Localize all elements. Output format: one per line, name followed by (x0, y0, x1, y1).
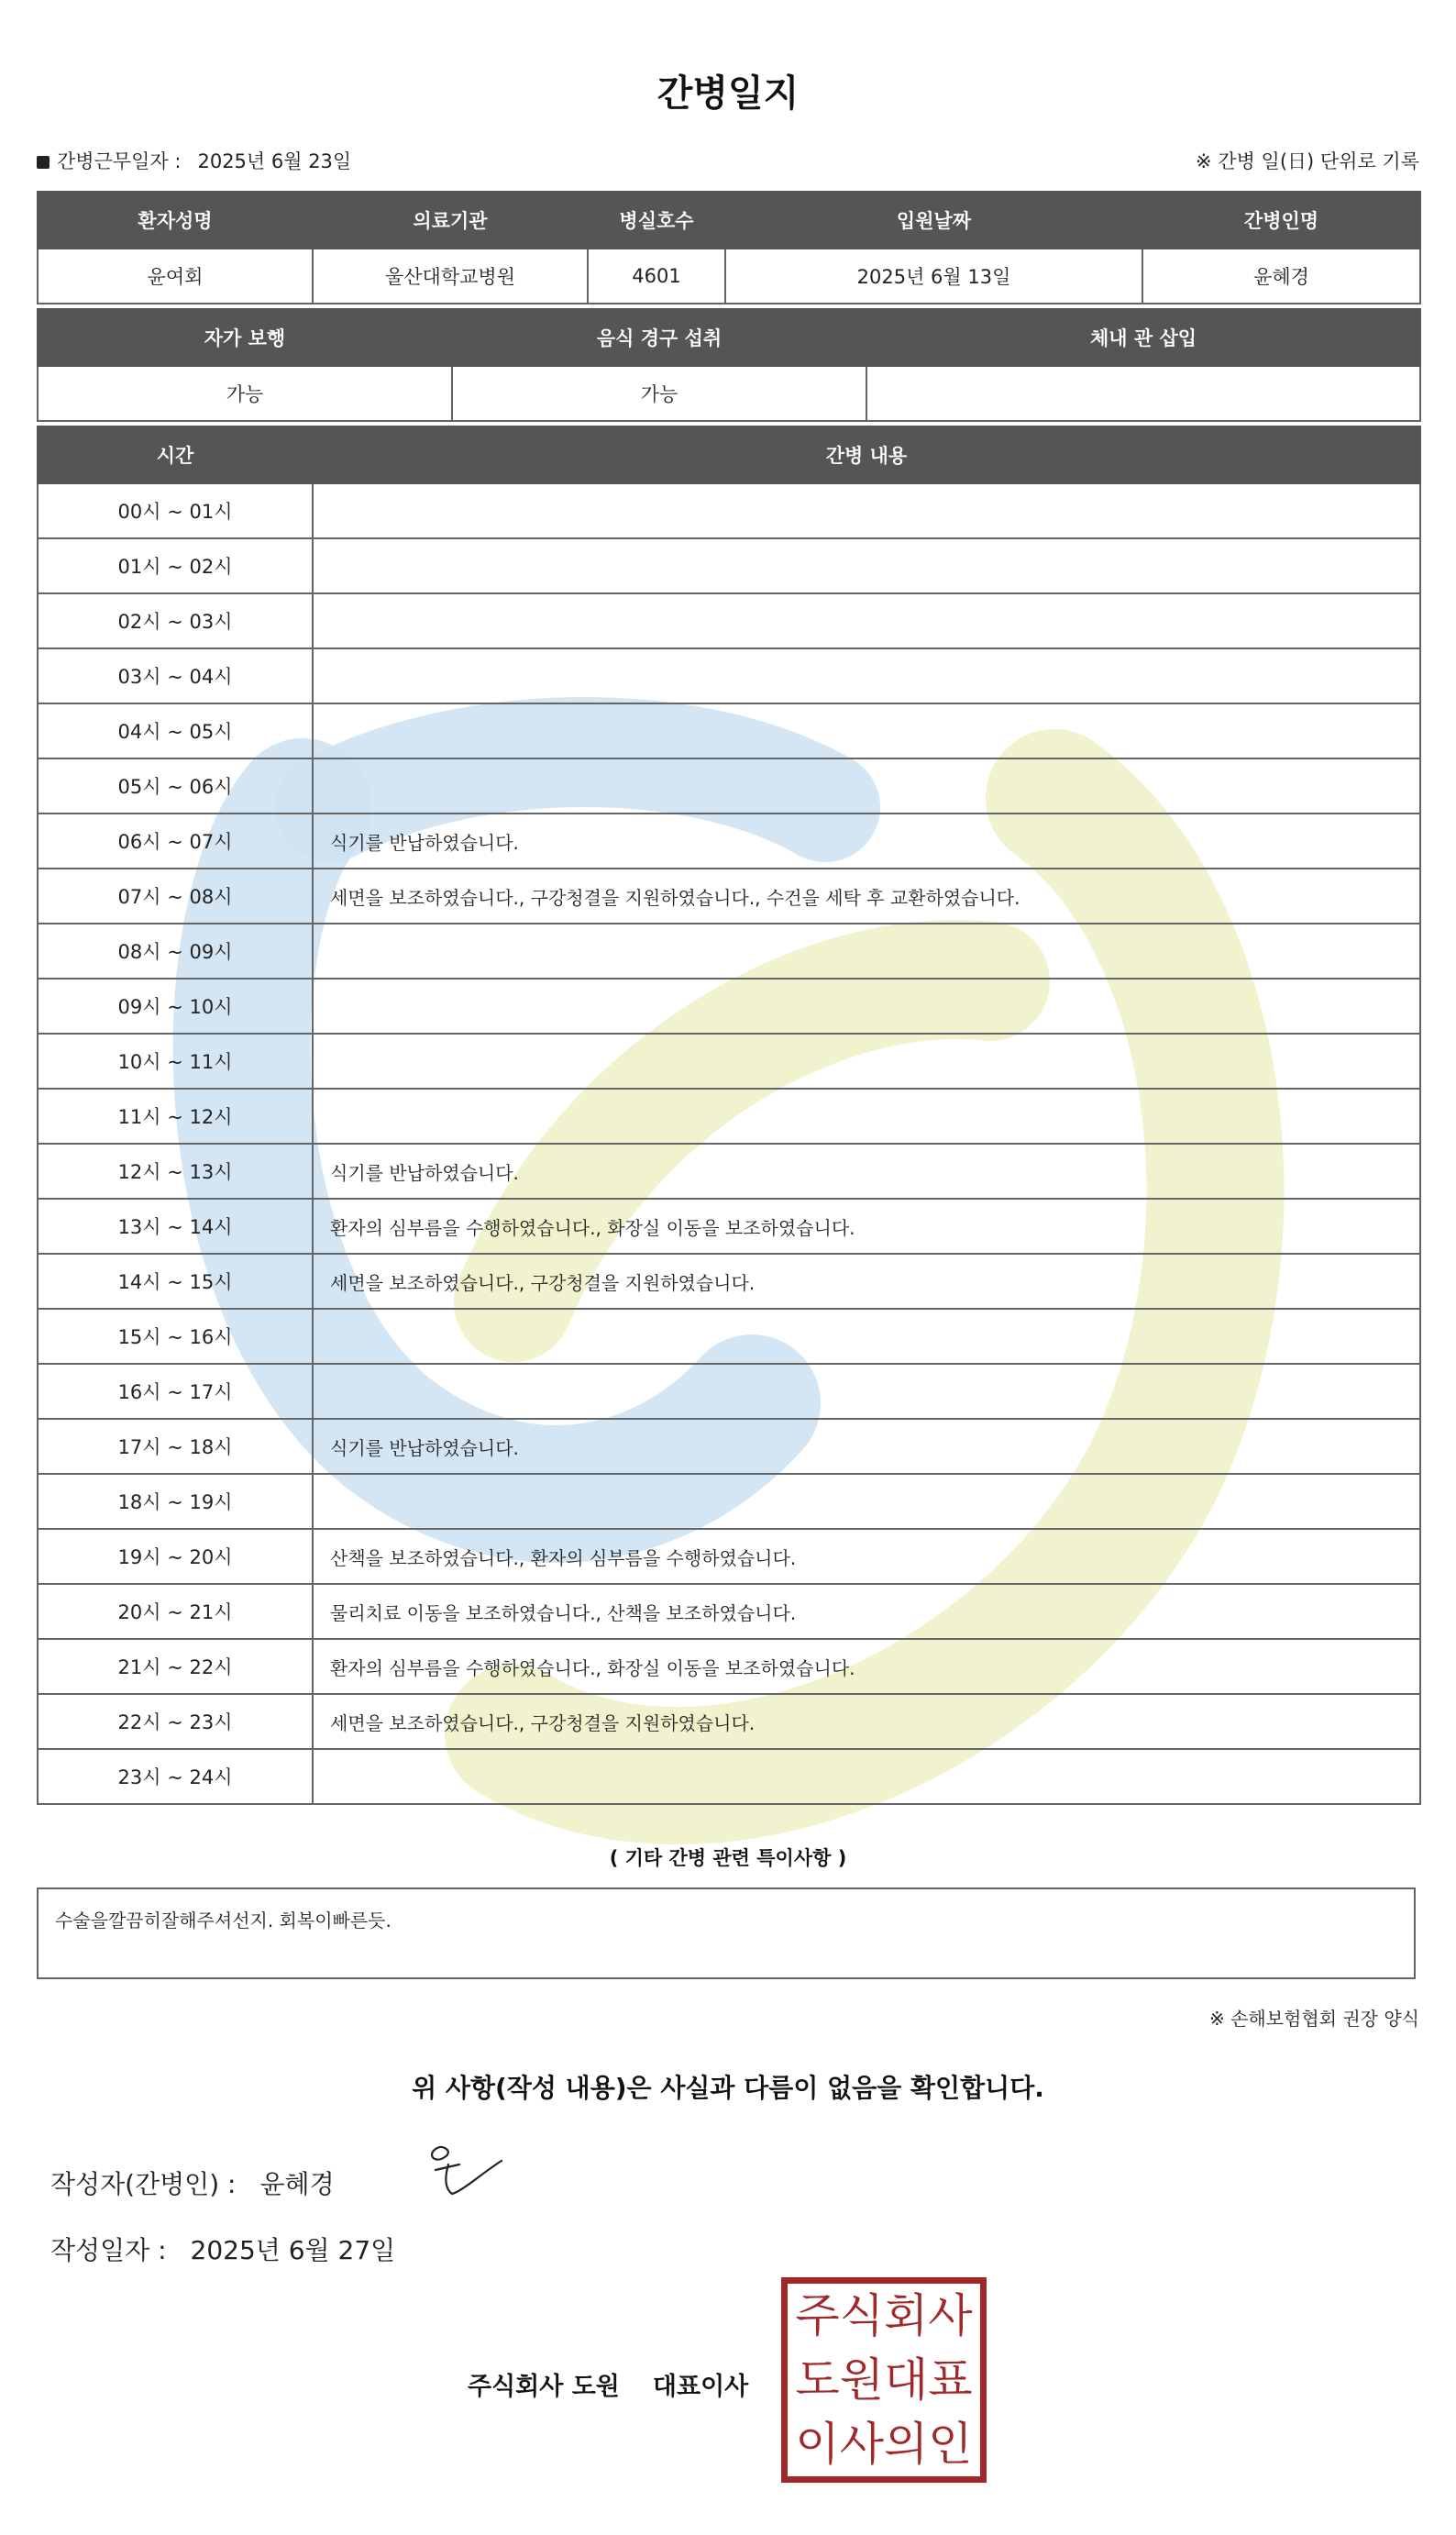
log-time: 00시 ~ 01시 (38, 483, 313, 538)
log-time: 13시 ~ 14시 (38, 1199, 313, 1254)
table-row (38, 1089, 1420, 1144)
log-content (313, 979, 1420, 1034)
seal-row-2: 도원대표 (795, 2353, 973, 2407)
writer-name: 윤혜경 (259, 2169, 335, 2199)
writer-label: 작성자(간병인) : (50, 2169, 237, 2199)
log-time: 09시 ~ 10시 (38, 979, 313, 1034)
confirmation-statement: 위 사항(작성 내용)은 사실과 다름이 없음을 확인합니다. (412, 2073, 1044, 2103)
remarks-title: ( 기타 간병 관련 특이사항 ) (609, 1847, 847, 1869)
log-content: 환자의 심부름을 수행하였습니다., 화장실 이동을 보조하였습니다. (313, 1639, 1420, 1694)
seal-row-1: 주식회사 (795, 2289, 973, 2342)
log-content: 산책을 보조하였습니다., 환자의 심부름을 수행하였습니다. (313, 1529, 1420, 1584)
log-time: 19시 ~ 20시 (38, 1529, 313, 1584)
header-patient-name: 환자성명 (38, 192, 313, 249)
table-row (38, 979, 1420, 1034)
log-time: 03시 ~ 04시 (38, 648, 313, 703)
header-time: 시간 (38, 426, 313, 483)
table-row (38, 1749, 1420, 1804)
log-content (313, 1749, 1420, 1804)
log-time: 12시 ~ 13시 (38, 1144, 313, 1199)
company-name: 주식회사 도원 (468, 2373, 620, 2401)
log-time: 02시 ~ 03시 (38, 593, 313, 648)
log-content (313, 1364, 1420, 1419)
patient-info-table (37, 191, 1421, 304)
duty-date (37, 147, 351, 174)
square-bullet-icon (37, 156, 50, 169)
table-row (38, 1474, 1420, 1529)
table-row (38, 814, 1420, 869)
log-content (313, 648, 1420, 703)
care-log-table (37, 426, 1421, 1805)
hospital-name: 울산대학교병원 (313, 249, 588, 304)
table-row (38, 483, 1420, 538)
table-row (38, 924, 1420, 979)
company-line (468, 2366, 748, 2402)
log-time: 17시 ~ 18시 (38, 1419, 313, 1474)
seal-row-3: 이사의인 (795, 2418, 973, 2471)
log-content (313, 924, 1420, 979)
log-time: 11시 ~ 12시 (38, 1089, 313, 1144)
remarks-text: 수술을깔끔히잘해주셔선지. 회복이빠른듯. (37, 1887, 1416, 1979)
room-number: 4601 (588, 249, 725, 304)
log-content: 환자의 심부름을 수행하였습니다., 화장실 이동을 보조하였습니다. (313, 1199, 1420, 1254)
log-time: 22시 ~ 23시 (38, 1694, 313, 1749)
log-time: 14시 ~ 15시 (38, 1254, 313, 1309)
self-walking-value: 가능 (38, 366, 452, 421)
admission-date: 2025년 6월 13일 (725, 249, 1142, 304)
header-hospital: 의료기관 (313, 192, 588, 249)
oral-intake-value: 가능 (452, 366, 866, 421)
table-row (38, 1639, 1420, 1694)
header-oral-intake: 음식 경구 섭취 (452, 309, 866, 366)
log-content (313, 483, 1420, 538)
log-content (313, 1474, 1420, 1529)
log-time: 01시 ~ 02시 (38, 538, 313, 593)
signature-icon (417, 2137, 509, 2201)
note-recommended-form: ※ 손해보험협회 권장 양식 (1208, 2008, 1419, 2030)
table-row (38, 1199, 1420, 1254)
company-seal (781, 2277, 987, 2483)
header-room-number: 병실호수 (588, 192, 725, 249)
log-time: 21시 ~ 22시 (38, 1639, 313, 1694)
table-row (38, 593, 1420, 648)
header-tube-insertion: 체내 관 삽입 (866, 309, 1420, 366)
header-care-content: 간병 내용 (313, 426, 1420, 483)
note-record-daily: ※ 간병 일(日) 단위로 기록 (1196, 150, 1419, 172)
tube-insertion-value (866, 366, 1420, 421)
log-time: 18시 ~ 19시 (38, 1474, 313, 1529)
written-date-label: 작성일자 : (50, 2235, 167, 2265)
written-date-value: 2025년 6월 27일 (190, 2235, 396, 2265)
log-content: 물리치료 이동을 보조하였습니다., 산책을 보조하였습니다. (313, 1584, 1420, 1639)
log-time: 15시 ~ 16시 (38, 1309, 313, 1364)
table-row (38, 703, 1420, 758)
table-row (38, 1254, 1420, 1309)
log-time: 06시 ~ 07시 (38, 814, 313, 869)
log-time: 16시 ~ 17시 (38, 1364, 313, 1419)
log-time: 05시 ~ 06시 (38, 758, 313, 814)
log-content (313, 703, 1420, 758)
header-admission-date: 입원날짜 (725, 192, 1142, 249)
table-row (38, 1584, 1420, 1639)
log-content (313, 1089, 1420, 1144)
writer-line (50, 2164, 335, 2201)
table-row (38, 869, 1420, 924)
log-content: 식기를 반납하였습니다. (313, 1419, 1420, 1474)
log-time: 23시 ~ 24시 (38, 1749, 313, 1804)
log-content: 식기를 반납하였습니다. (313, 1144, 1420, 1199)
table-row (38, 1144, 1420, 1199)
header-caregiver-name: 간병인명 (1142, 192, 1420, 249)
log-content (313, 593, 1420, 648)
caregiver-name: 윤혜경 (1142, 249, 1420, 304)
log-time: 10시 ~ 11시 (38, 1034, 313, 1089)
patient-name: 윤여회 (38, 249, 313, 304)
log-content (313, 758, 1420, 814)
company-ceo-title: 대표이사 (652, 2373, 749, 2401)
log-time: 08시 ~ 09시 (38, 924, 313, 979)
log-time: 04시 ~ 05시 (38, 703, 313, 758)
patient-ability-table (37, 308, 1421, 422)
written-date-line (50, 2231, 395, 2267)
table-row (38, 1419, 1420, 1474)
table-row (38, 1694, 1420, 1749)
table-row (38, 1034, 1420, 1089)
duty-date-label: 간병근무일자 : (57, 150, 182, 172)
table-row (38, 538, 1420, 593)
log-content (313, 538, 1420, 593)
table-row (38, 1529, 1420, 1584)
log-time: 07시 ~ 08시 (38, 869, 313, 924)
log-content (313, 1309, 1420, 1364)
log-content (313, 1034, 1420, 1089)
header-self-walking: 자가 보행 (38, 309, 452, 366)
log-content: 세면을 보조하였습니다., 구강청결을 지원하였습니다. (313, 1254, 1420, 1309)
log-content: 식기를 반납하였습니다. (313, 814, 1420, 869)
table-row (38, 758, 1420, 814)
page-title: 간병일지 (656, 72, 800, 115)
table-row (38, 1364, 1420, 1419)
log-content: 세면을 보조하였습니다., 구강청결을 지원하였습니다., 수건을 세탁 후 교환하였습니다. (313, 869, 1420, 924)
table-row (38, 648, 1420, 703)
table-row (38, 1309, 1420, 1364)
log-time: 20시 ~ 21시 (38, 1584, 313, 1639)
duty-date-value: 2025년 6월 23일 (197, 150, 352, 172)
log-content: 세면을 보조하였습니다., 구강청결을 지원하였습니다. (313, 1694, 1420, 1749)
